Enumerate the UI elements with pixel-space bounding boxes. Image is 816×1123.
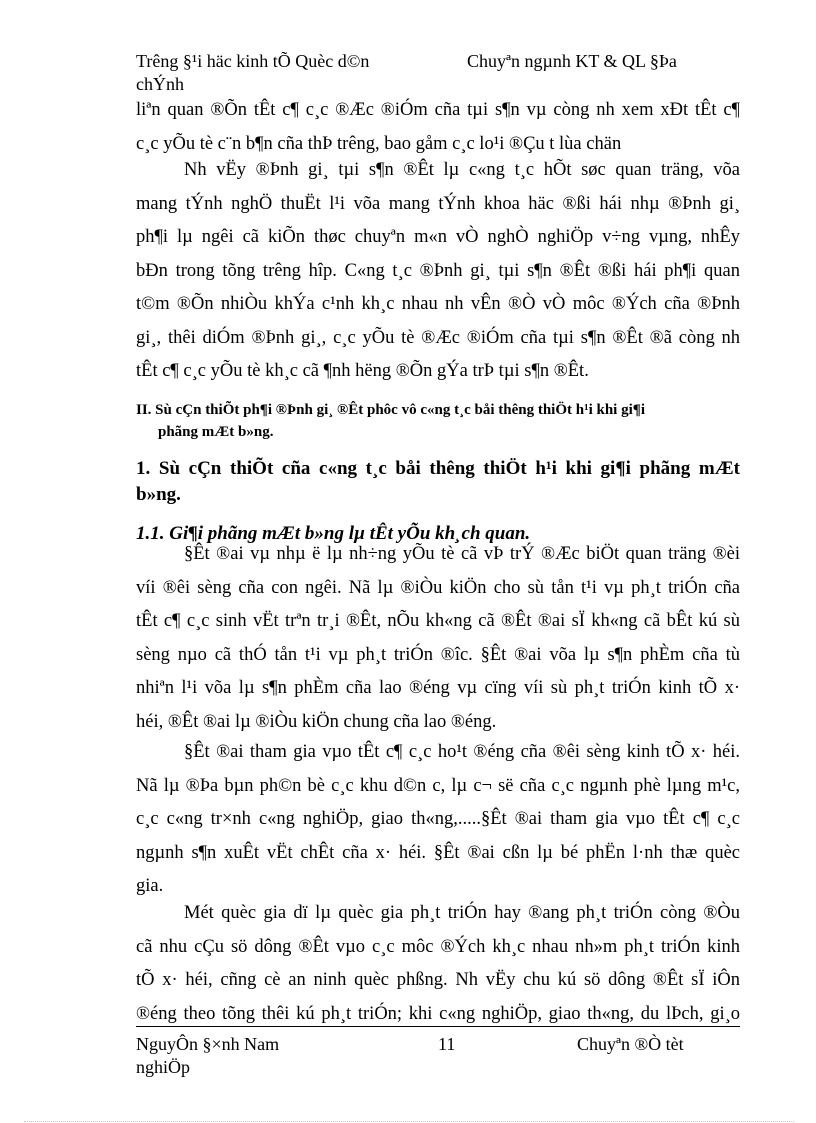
text-line: ph¶i lµ ngêi cã kiÕn thøc chuyªn m«n vÒ nghÒ nghiÖp v÷ng vµng, nhÊy [136, 227, 740, 247]
page-number: 11 [438, 1034, 456, 1054]
text-line: mang tÝnh nghÖ thuËt l¹i võa mang tÝnh khoa häc ®ßi hái nhµ ®Þnh gi¸ [136, 193, 740, 214]
text-line: tÕ x· héi, cñng cè an ninh quèc phßng. Nh vËy chu kú sö dông ®Êt sÏ iÔn [136, 970, 740, 990]
page-edge-dotted-line [24, 1121, 794, 1122]
text-line: t©m ®Õn nhiÒu khÝa c¹nh kh¸c nhau nh vÊn ®Ò vÒ môc ®Ých cña ®Þnh [136, 294, 740, 314]
text-line: Nã lµ ®Þa bµn ph©n bè c¸c khu d©n c, lµ c¬ së cña c¸c ngµnh phè lµng m¹c, [136, 775, 740, 796]
text-line: nhiªn l¹i võa lµ s¶n phÈm cña lao ®éng vµ cïng víi sù ph¸t triÓn kinh tÕ x· [136, 678, 740, 698]
section-2-line2: phãng mÆt b»ng. [158, 424, 274, 440]
text-line: tÊt c¶ c¸c yÕu tè kh¸c cã ¶nh hëng ®Õn gÝa trÞ tµi s¶n ®Êt. [136, 361, 589, 381]
text-line: cã nhu cÇu sö dông ®Êt vµo c¸c môc ®Ých kh¸c nhau nh»m ph¸t triÓn kinh [136, 936, 740, 957]
text-line: tÊt c¶ c¸c sinh vËt trªn tr¸i ®Êt, nÕu kh«ng cã ®Êt ®ai sÏ kh«ng cã bÊt kú sù [136, 611, 740, 631]
paragraph-5 [136, 897, 740, 1031]
footer-left-line2: nghiÖp [136, 1057, 190, 1077]
header-left-line1: Trêng §¹i häc kinh tÕ Quèc d©n [136, 51, 370, 71]
paragraph-2 [136, 154, 740, 389]
text-line: c¸c yÕu tè c¨n b¶n cña thÞ trêng, bao gåm c¸c lo¹i ®Çu t lùa chän [136, 133, 622, 154]
text-line: §Êt ®ai vµ nhµ ë lµ nh÷ng yÕu tè cã vÞ trÝ ®Æc biÖt quan träng ®èi [184, 544, 740, 564]
text-line: liªn quan ®Õn tÊt c¶ c¸c ®Æc ®iÓm cña tµi s¶n vµ còng nh xem xÐt tÊt c¶ [136, 100, 740, 120]
header-right: Chuyªn ngµnh KT & QL §Þa [467, 51, 677, 71]
section-2-line1: II. Sù cÇn thiÕt ph¶i ®Þnh gi¸ ®Êt phôc vô c«ng t¸c båi thêng thiÖt h¹i khi gi¶i [136, 402, 646, 418]
footer-rule [136, 1026, 740, 1027]
text-line: Nh vËy ®Þnh gi¸ tµi s¶n ®Êt lµ c«ng t¸c hÕt søc quan träng, võa [184, 160, 740, 180]
paragraph-3 [136, 538, 740, 739]
paragraph-1 [136, 94, 740, 161]
text-line: c¸c c«ng tr×nh c«ng nghiÖp, giao th«ng,.....§Êt ®ai tham gia vµo tÊt c¶ c¸c [136, 809, 740, 829]
text-line: sèng nµo cã thÓ tån t¹i vµ ph¸t triÓn ®îc. §Êt ®ai võa lµ s¶n phÈm cña tù [136, 644, 740, 665]
text-line: víi ®êi sèng cña con ngêi. Nã lµ ®iÒu kiÖn cho sù tån t¹i vµ ph¸t triÓn cña [136, 577, 740, 598]
text-line: ®éng theo tõng thêi kú ph¸t triÓn; khi c«ng nghiÖp, giao th«ng, du lÞch, gi¸o [136, 1003, 740, 1024]
text-line: §Êt ®ai tham gia vµo tÊt c¶ c¸c ho¹t ®éng cña ®êi sèng kinh tÕ x· héi. [184, 742, 740, 762]
text-line: héi, ®Êt ®ai lµ ®iÒu kiÖn chung cña lao ®éng. [136, 711, 497, 732]
text-line: bÐn trong tõng trêng hîp. C«ng t¸c ®Þnh gi¸ tµi s¶n ®Êt ®ßi hái ph¶i quan [136, 260, 740, 281]
text-line: gia. [136, 876, 164, 896]
heading-1-line1: 1. Sù cÇn thiÕt cña c«ng t¸c båi thêng thiÖt h¹i khi gi¶i phãng mÆt [136, 458, 740, 479]
text-line: Mét quèc gia dï lµ quèc gia ph¸t triÓn hay ®ang ph¸t triÓn còng ®Òu [184, 903, 740, 923]
heading-1-1: 1.1. Gi¶i phãng mÆt b»ng lµ tÊt yÕu kh¸ch quan. [136, 523, 531, 544]
heading-1-line2: b»ng. [136, 484, 181, 505]
text-line: gi¸, thêi diÓm ®Þnh gi¸, c¸c yÕu tè ®Æc ®iÓm cña tµi s¶n ®Êt ®ã còng nh [136, 327, 740, 348]
heading-1 [136, 456, 740, 508]
text-line: ngµnh s¶n xuÊt vËt chÊt cña x· héi. §Êt ®ai cßn lµ bé phËn l·nh thæ quèc [136, 842, 740, 863]
header-left-line2: chÝnh [136, 74, 184, 94]
footer-left-line1: NguyÔn §×nh Nam [136, 1034, 280, 1054]
section-2-heading [136, 399, 746, 443]
footer-right: Chuyªn ®Ò tèt [577, 1034, 684, 1054]
paragraph-4 [136, 736, 740, 904]
